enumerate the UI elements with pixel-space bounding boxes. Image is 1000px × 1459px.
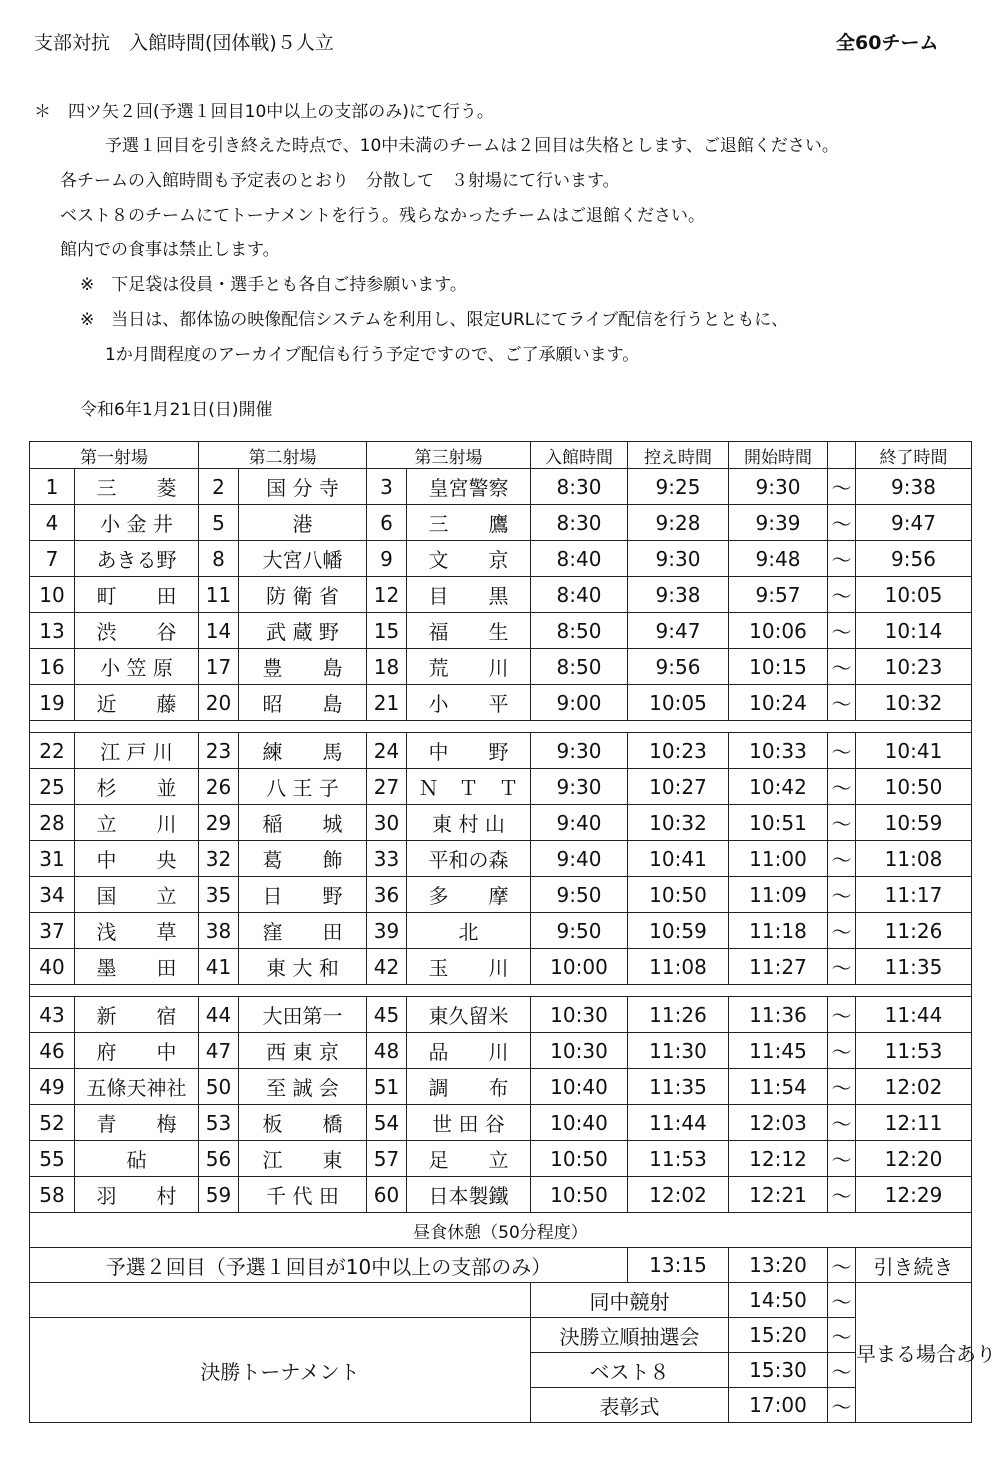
end-time: 11:53 — [856, 1033, 972, 1069]
start-time: 9:39 — [729, 505, 828, 541]
range2-team: 練 馬 — [239, 733, 367, 769]
range1-team: 国 立 — [75, 877, 199, 913]
range1-team: 江 戸 川 — [75, 733, 199, 769]
event-date: 令和6年1月21日(日)開催 — [80, 400, 273, 420]
end-time: 9:38 — [856, 469, 972, 505]
tournament-item-name: 決勝立順抽選会 — [531, 1318, 729, 1353]
range3-team: 東 村 山 — [407, 805, 531, 841]
range3-number: 36 — [367, 877, 407, 913]
header-start-time: 開始時間 — [729, 442, 828, 469]
range3-number: 54 — [367, 1105, 407, 1141]
start-time: 11:00 — [729, 841, 828, 877]
separator-cell — [30, 721, 972, 733]
range2-number: 8 — [199, 541, 239, 577]
range1-number: 1 — [30, 469, 75, 505]
range3-team: 三 鷹 — [407, 505, 531, 541]
table-row — [30, 769, 972, 805]
standby-time: 9:56 — [628, 649, 729, 685]
standby-time: 12:02 — [628, 1177, 729, 1213]
range1-number: 4 — [30, 505, 75, 541]
range3-number: 57 — [367, 1141, 407, 1177]
lunch-row — [30, 1213, 972, 1248]
note-line: 予選１回目を引き終えた時点で、10中未満のチームは２回目は失格とします、ご退館ください。 — [105, 136, 839, 156]
range2-number: 14 — [199, 613, 239, 649]
note-line: ＊ 四ツ矢２回(予選１回目10中以上の支部のみ)にて行う。 — [34, 102, 494, 122]
tilde: ～ — [828, 1069, 856, 1105]
tilde: ～ — [828, 913, 856, 949]
table-row — [30, 877, 972, 913]
tournament-item-time: 15:20 — [729, 1318, 828, 1353]
range3-number: 39 — [367, 913, 407, 949]
entry-time: 10:50 — [531, 1177, 628, 1213]
range2-team: 防 衛 省 — [239, 577, 367, 613]
range2-number: 44 — [199, 997, 239, 1033]
range2-team: 江 東 — [239, 1141, 367, 1177]
range3-number: 6 — [367, 505, 407, 541]
standby-time: 10:59 — [628, 913, 729, 949]
entry-time: 10:00 — [531, 949, 628, 985]
tilde: ～ — [828, 805, 856, 841]
range3-number: 9 — [367, 541, 407, 577]
tilde: ～ — [828, 1388, 856, 1423]
range2-number: 29 — [199, 805, 239, 841]
range3-team: 福 生 — [407, 613, 531, 649]
standby-time: 11:53 — [628, 1141, 729, 1177]
table-row — [30, 685, 972, 721]
end-time: 12:29 — [856, 1177, 972, 1213]
prelim2-standby: 13:15 — [628, 1248, 729, 1283]
start-time: 12:21 — [729, 1177, 828, 1213]
tournament-item-name: ベスト８ — [531, 1353, 729, 1388]
tournament-item-name: 同中競射 — [531, 1283, 729, 1318]
range2-number: 35 — [199, 877, 239, 913]
entry-time: 8:40 — [531, 541, 628, 577]
range1-number: 19 — [30, 685, 75, 721]
range3-team: 中 野 — [407, 733, 531, 769]
range1-team: 砧 — [75, 1141, 199, 1177]
range3-team: 目 黒 — [407, 577, 531, 613]
tilde: ～ — [828, 841, 856, 877]
header-end-time: 終了時間 — [856, 442, 972, 469]
table-row — [30, 577, 972, 613]
end-time: 10:32 — [856, 685, 972, 721]
range2-number: 32 — [199, 841, 239, 877]
table-row — [30, 805, 972, 841]
end-time: 10:05 — [856, 577, 972, 613]
start-time: 11:09 — [729, 877, 828, 913]
standby-time: 10:27 — [628, 769, 729, 805]
range1-team: 中 央 — [75, 841, 199, 877]
range1-team: 小 金 井 — [75, 505, 199, 541]
range3-number: 42 — [367, 949, 407, 985]
tilde: ～ — [828, 1318, 856, 1353]
entry-time: 9:50 — [531, 877, 628, 913]
range1-team: 近 藤 — [75, 685, 199, 721]
header-range-2: 第二射場 — [199, 442, 367, 469]
standby-time: 9:38 — [628, 577, 729, 613]
range3-team: 荒 川 — [407, 649, 531, 685]
tournament-row — [30, 1318, 972, 1353]
end-time: 11:26 — [856, 913, 972, 949]
range2-number: 56 — [199, 1141, 239, 1177]
tilde: ～ — [828, 577, 856, 613]
start-time: 10:06 — [729, 613, 828, 649]
prelim2-end: 引き続き — [856, 1248, 972, 1283]
entry-time: 9:00 — [531, 685, 628, 721]
range2-number: 11 — [199, 577, 239, 613]
tilde: ～ — [828, 733, 856, 769]
range1-team: 浅 草 — [75, 913, 199, 949]
note-line: 各チームの入館時間も予定表のとおり 分散して ３射場にて行います。 — [60, 171, 620, 191]
range1-team: 町 田 — [75, 577, 199, 613]
range3-team: 世 田 谷 — [407, 1105, 531, 1141]
standby-time: 11:35 — [628, 1069, 729, 1105]
end-time: 11:35 — [856, 949, 972, 985]
standby-time: 10:50 — [628, 877, 729, 913]
range1-number: 13 — [30, 613, 75, 649]
table-row — [30, 649, 972, 685]
range2-team: 稲 城 — [239, 805, 367, 841]
range3-number: 3 — [367, 469, 407, 505]
entry-time: 9:40 — [531, 841, 628, 877]
end-time: 10:14 — [856, 613, 972, 649]
tilde: ～ — [828, 649, 856, 685]
end-time: 10:50 — [856, 769, 972, 805]
end-time: 12:11 — [856, 1105, 972, 1141]
note-line: ※ 当日は、都体協の映像配信システムを利用し、限定URLにてライブ配信を行うとともに、 — [80, 310, 789, 330]
standby-time: 10:41 — [628, 841, 729, 877]
tournament-item-name: 表彰式 — [531, 1388, 729, 1423]
range1-team: 羽 村 — [75, 1177, 199, 1213]
standby-time: 11:30 — [628, 1033, 729, 1069]
range1-number: 46 — [30, 1033, 75, 1069]
start-time: 11:27 — [729, 949, 828, 985]
header-standby-time: 控え時間 — [628, 442, 729, 469]
start-time: 11:18 — [729, 913, 828, 949]
note-line: ベスト８のチームにてトーナメントを行う。残らなかったチームはご退館ください。 — [60, 206, 705, 226]
start-time: 10:42 — [729, 769, 828, 805]
group-separator — [30, 985, 972, 997]
tilde: ～ — [828, 1353, 856, 1388]
standby-time: 9:30 — [628, 541, 729, 577]
tilde: ～ — [828, 949, 856, 985]
table-row — [30, 1069, 972, 1105]
tilde: ～ — [828, 1283, 856, 1318]
range1-number: 58 — [30, 1177, 75, 1213]
schedule-table — [29, 441, 996, 1423]
start-time: 10:51 — [729, 805, 828, 841]
tournament-row — [30, 1283, 972, 1318]
range1-number: 16 — [30, 649, 75, 685]
range3-number: 51 — [367, 1069, 407, 1105]
range1-number: 31 — [30, 841, 75, 877]
range3-team: 文 京 — [407, 541, 531, 577]
range1-team: 五條天神社 — [75, 1069, 199, 1105]
range2-team: 国 分 寺 — [239, 469, 367, 505]
note-line: ※ 下足袋は役員・選手とも各自ご持参願います。 — [80, 275, 467, 295]
entry-time: 8:50 — [531, 649, 628, 685]
table-row — [30, 613, 972, 649]
range1-number: 49 — [30, 1069, 75, 1105]
start-time: 12:03 — [729, 1105, 828, 1141]
tournament-item-time: 15:30 — [729, 1353, 828, 1388]
table-row — [30, 949, 972, 985]
entry-time: 10:50 — [531, 1141, 628, 1177]
table-row — [30, 469, 972, 505]
range3-team: 平和の森 — [407, 841, 531, 877]
end-time: 11:08 — [856, 841, 972, 877]
range3-number: 45 — [367, 997, 407, 1033]
table-row — [30, 1141, 972, 1177]
end-time: 12:02 — [856, 1069, 972, 1105]
range1-number: 25 — [30, 769, 75, 805]
table-row — [30, 841, 972, 877]
range3-team: 多 摩 — [407, 877, 531, 913]
end-time: 10:59 — [856, 805, 972, 841]
range2-team: 至 誠 会 — [239, 1069, 367, 1105]
table-header-row — [30, 442, 972, 469]
range3-number: 33 — [367, 841, 407, 877]
range1-team: 小 笠 原 — [75, 649, 199, 685]
range2-number: 50 — [199, 1069, 239, 1105]
range2-number: 26 — [199, 769, 239, 805]
range1-number: 28 — [30, 805, 75, 841]
end-time: 12:20 — [856, 1141, 972, 1177]
range2-team: 大田第一 — [239, 997, 367, 1033]
note-line: 館内での食事は禁止します。 — [60, 240, 280, 260]
group-separator — [30, 721, 972, 733]
note-line: 1か月間程度のアーカイブ配信も行う予定ですので、ご了承願います。 — [105, 345, 640, 365]
start-time: 11:54 — [729, 1069, 828, 1105]
range1-number: 37 — [30, 913, 75, 949]
range2-team: 西 東 京 — [239, 1033, 367, 1069]
entry-time: 9:40 — [531, 805, 628, 841]
range3-number: 27 — [367, 769, 407, 805]
page-title: 支部対抗 入館時間(団体戦)５人立 — [34, 32, 334, 54]
standby-time: 11:26 — [628, 997, 729, 1033]
header-entry-time: 入館時間 — [531, 442, 628, 469]
range2-number: 47 — [199, 1033, 239, 1069]
range2-team: 昭 島 — [239, 685, 367, 721]
tilde: ～ — [828, 685, 856, 721]
start-time: 10:33 — [729, 733, 828, 769]
standby-time: 11:44 — [628, 1105, 729, 1141]
range2-number: 53 — [199, 1105, 239, 1141]
entry-time: 10:30 — [531, 997, 628, 1033]
table-row — [30, 997, 972, 1033]
range2-number: 23 — [199, 733, 239, 769]
entry-time: 8:30 — [531, 505, 628, 541]
range2-number: 41 — [199, 949, 239, 985]
tilde: ～ — [828, 997, 856, 1033]
range2-number: 59 — [199, 1177, 239, 1213]
range1-number: 52 — [30, 1105, 75, 1141]
team-count: 全60チーム — [836, 32, 939, 54]
range2-number: 17 — [199, 649, 239, 685]
tilde: ～ — [828, 1248, 856, 1283]
end-time: 9:56 — [856, 541, 972, 577]
range2-team: 千 代 田 — [239, 1177, 367, 1213]
header-range-3: 第三射場 — [367, 442, 531, 469]
start-time: 12:12 — [729, 1141, 828, 1177]
range1-number: 22 — [30, 733, 75, 769]
range3-team: 足 立 — [407, 1141, 531, 1177]
tournament-blank — [30, 1283, 531, 1318]
start-time: 9:57 — [729, 577, 828, 613]
standby-time: 9:47 — [628, 613, 729, 649]
range2-team: 窪 田 — [239, 913, 367, 949]
range2-team: 板 橋 — [239, 1105, 367, 1141]
table-row — [30, 505, 972, 541]
range3-team: 東久留米 — [407, 997, 531, 1033]
table-row — [30, 913, 972, 949]
tilde: ～ — [828, 541, 856, 577]
range2-number: 5 — [199, 505, 239, 541]
range3-team: 小 平 — [407, 685, 531, 721]
standby-time: 10:05 — [628, 685, 729, 721]
tilde: ～ — [828, 1033, 856, 1069]
start-time: 9:48 — [729, 541, 828, 577]
range2-team: 港 — [239, 505, 367, 541]
end-time: 11:44 — [856, 997, 972, 1033]
start-time: 11:45 — [729, 1033, 828, 1069]
range1-number: 55 — [30, 1141, 75, 1177]
range1-team: 青 梅 — [75, 1105, 199, 1141]
tilde: ～ — [828, 769, 856, 805]
table-row — [30, 1105, 972, 1141]
range3-number: 60 — [367, 1177, 407, 1213]
tournament-label: 決勝トーナメント — [30, 1318, 531, 1423]
range1-number: 34 — [30, 877, 75, 913]
table-row — [30, 733, 972, 769]
range1-team: 墨 田 — [75, 949, 199, 985]
tilde: ～ — [828, 1105, 856, 1141]
entry-time: 10:40 — [531, 1069, 628, 1105]
range3-team: 日本製鐵 — [407, 1177, 531, 1213]
range2-number: 2 — [199, 469, 239, 505]
header-range-1: 第一射場 — [30, 442, 199, 469]
standby-time: 10:23 — [628, 733, 729, 769]
end-time: 10:23 — [856, 649, 972, 685]
range2-team: 日 野 — [239, 877, 367, 913]
range3-team: 調 布 — [407, 1069, 531, 1105]
entry-time: 9:50 — [531, 913, 628, 949]
tilde: ～ — [828, 1177, 856, 1213]
end-time: 11:17 — [856, 877, 972, 913]
range2-number: 38 — [199, 913, 239, 949]
range2-team: 大宮八幡 — [239, 541, 367, 577]
range1-number: 7 — [30, 541, 75, 577]
start-time: 10:15 — [729, 649, 828, 685]
range1-number: 40 — [30, 949, 75, 985]
entry-time: 10:40 — [531, 1105, 628, 1141]
range1-team: 杉 並 — [75, 769, 199, 805]
tilde: ～ — [828, 505, 856, 541]
range3-number: 12 — [367, 577, 407, 613]
table-row — [30, 1177, 972, 1213]
range3-team: 玉 川 — [407, 949, 531, 985]
range3-number: 30 — [367, 805, 407, 841]
end-time: 9:47 — [856, 505, 972, 541]
range2-team: 葛 飾 — [239, 841, 367, 877]
entry-time: 8:30 — [531, 469, 628, 505]
range1-number: 43 — [30, 997, 75, 1033]
range1-team: 渋 谷 — [75, 613, 199, 649]
lunch-label: 昼食休憩（50分程度） — [30, 1213, 972, 1248]
range1-team: 府 中 — [75, 1033, 199, 1069]
range3-number: 48 — [367, 1033, 407, 1069]
range3-number: 24 — [367, 733, 407, 769]
entry-time: 9:30 — [531, 733, 628, 769]
prelim2-label: 予選２回目（予選１回目が10中以上の支部のみ） — [30, 1248, 628, 1283]
range1-team: 立 川 — [75, 805, 199, 841]
range3-number: 18 — [367, 649, 407, 685]
range3-number: 21 — [367, 685, 407, 721]
entry-time: 9:30 — [531, 769, 628, 805]
standby-time: 11:08 — [628, 949, 729, 985]
entry-time: 10:30 — [531, 1033, 628, 1069]
entry-time: 8:40 — [531, 577, 628, 613]
range2-team: 東 大 和 — [239, 949, 367, 985]
range2-team: 武 蔵 野 — [239, 613, 367, 649]
prelim2-row — [30, 1248, 972, 1283]
entry-time: 8:50 — [531, 613, 628, 649]
tilde: ～ — [828, 1141, 856, 1177]
standby-time: 9:28 — [628, 505, 729, 541]
table-row — [30, 1033, 972, 1069]
tilde: ～ — [828, 613, 856, 649]
range2-team: 豊 島 — [239, 649, 367, 685]
range3-team: 品 川 — [407, 1033, 531, 1069]
tournament-item-time: 17:00 — [729, 1388, 828, 1423]
tournament-note: 早まる場合あり — [856, 1283, 972, 1423]
start-time: 10:24 — [729, 685, 828, 721]
range3-team: 皇宮警察 — [407, 469, 531, 505]
prelim2-start: 13:20 — [729, 1248, 828, 1283]
separator-cell — [30, 985, 972, 997]
end-time: 10:41 — [856, 733, 972, 769]
tilde: ～ — [828, 877, 856, 913]
standby-time: 10:32 — [628, 805, 729, 841]
range1-team: あきる野 — [75, 541, 199, 577]
tournament-item-time: 14:50 — [729, 1283, 828, 1318]
tilde: ～ — [828, 469, 856, 505]
start-time: 11:36 — [729, 997, 828, 1033]
start-time: 9:30 — [729, 469, 828, 505]
range2-number: 20 — [199, 685, 239, 721]
range1-team: 新 宿 — [75, 997, 199, 1033]
standby-time: 9:25 — [628, 469, 729, 505]
range1-team: 三 菱 — [75, 469, 199, 505]
range2-team: 八 王 子 — [239, 769, 367, 805]
range3-number: 15 — [367, 613, 407, 649]
header-tilde — [828, 442, 856, 469]
table-row — [30, 541, 972, 577]
range3-team: 北 — [407, 913, 531, 949]
range1-number: 10 — [30, 577, 75, 613]
range3-team: Ｎ Ｔ Ｔ — [407, 769, 531, 805]
